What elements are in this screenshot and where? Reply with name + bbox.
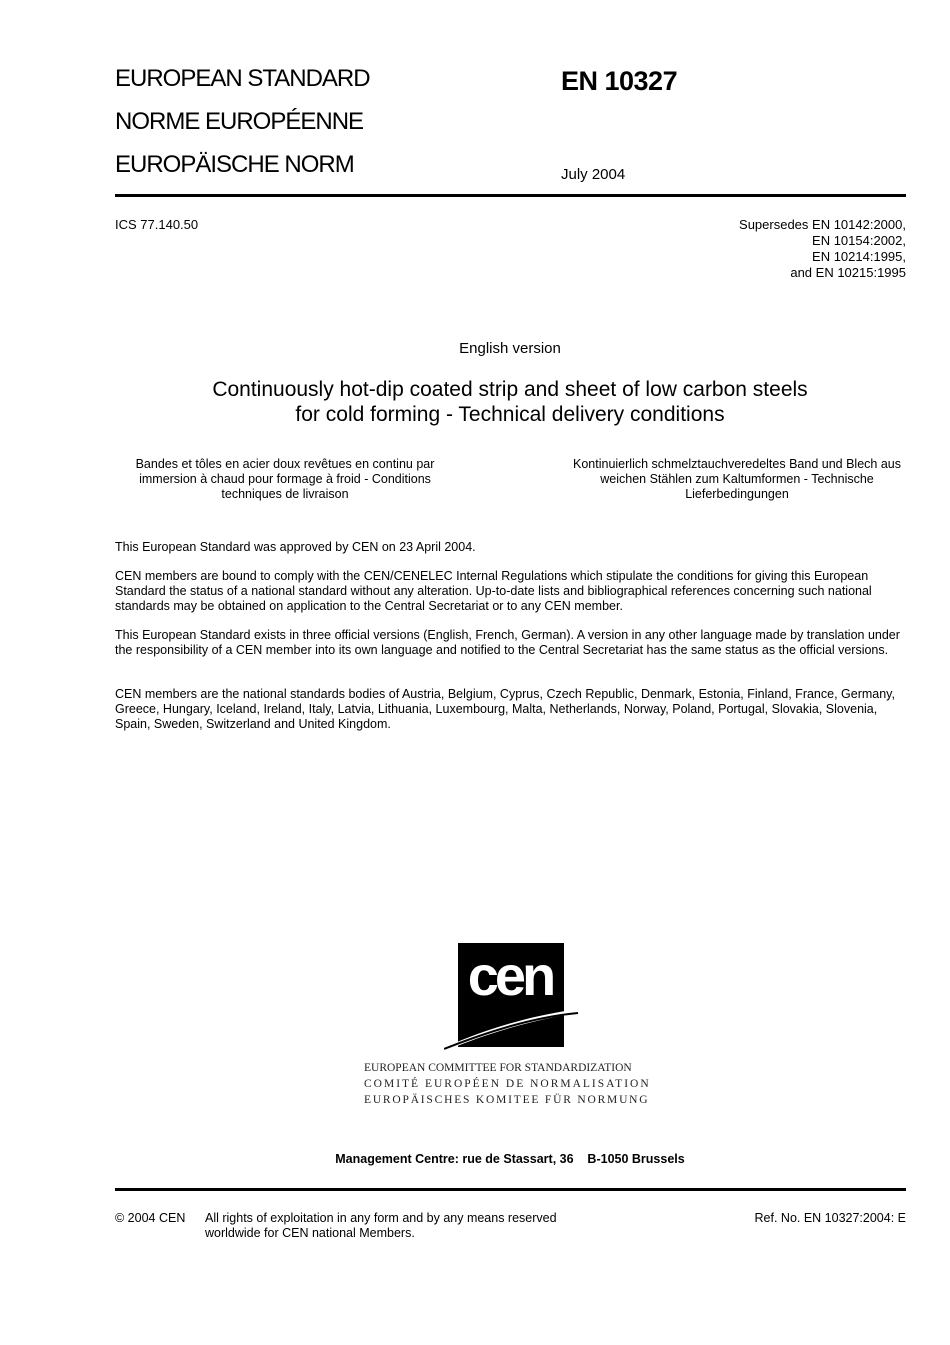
reference-number: Ref. No. EN 10327:2004: E	[754, 1211, 906, 1225]
german-title-line: weichen Stählen zum Kaltumformen - Technische	[600, 472, 874, 486]
management-centre: Management Centre: rue de Stassart, 36 B-1050 Brussels	[335, 1152, 685, 1166]
french-title	[115, 457, 455, 502]
org-name-german: EUROPÄISCHES KOMITEE FÜR NORMUNG	[364, 1094, 650, 1106]
compliance-paragraph: CEN members are bound to comply with the CEN/CENELEC Internal Regulations which stipulate the conditions for giving this European Standard the status of a national standard without any alteration. Up-to-date lists and bibliographical references concerning such national standards may be obtained on application to the Central Secretariat or to any CEN member.	[115, 569, 872, 613]
document-title	[0, 377, 950, 427]
rights-line: All rights of exploitation in any form and by any means reserved	[205, 1211, 557, 1225]
footer-divider	[115, 1188, 906, 1191]
title-french: NORME EUROPÉENNE	[115, 108, 364, 135]
standard-number: EN 10327	[561, 66, 678, 96]
document-title-line: for cold forming - Technical delivery conditions	[295, 403, 725, 426]
french-title-line: immersion à chaud pour formage à froid - Conditions	[139, 472, 431, 486]
org-name-french: COMITÉ EUROPÉEN DE NORMALISATION	[364, 1078, 651, 1090]
supersedes-block	[739, 217, 906, 281]
versions-paragraph: This European Standard exists in three official versions (English, French, German). A version in any other language made by translation under the responsibility of a CEN member into its own language and notified to the Central Secretariat has the same status as the official versions.	[115, 628, 900, 657]
approval-paragraph: This European Standard was approved by CEN on 23 April 2004.	[115, 540, 476, 554]
cen-logo	[444, 943, 580, 1056]
french-title-line: Bandes et tôles en acier doux revêtues en continu par	[135, 457, 435, 471]
cen-logo-icon	[444, 943, 580, 1051]
title-english: EUROPEAN STANDARD	[115, 65, 370, 92]
supersedes-line: EN 10214:1995,	[812, 249, 906, 264]
french-title-line: techniques de livraison	[221, 487, 349, 501]
publication-date: July 2004	[561, 166, 626, 183]
ics-code: ICS 77.140.50	[115, 217, 199, 232]
supersedes-line: and EN 10215:1995	[790, 265, 906, 280]
cen-logo-text: cen	[467, 944, 553, 1007]
german-title-line: Kontinuierlich schmelztauchveredeltes Band und Blech aus	[573, 457, 901, 471]
document-title-line: Continuously hot-dip coated strip and sheet of low carbon steels	[212, 378, 808, 401]
language-version: English version	[459, 340, 561, 357]
rights-statement	[205, 1211, 605, 1241]
german-title-line: Lieferbedingungen	[685, 487, 789, 501]
rights-line: worldwide for CEN national Members.	[205, 1226, 415, 1240]
header-divider	[115, 194, 906, 197]
german-title	[563, 457, 911, 502]
supersedes-line: Supersedes EN 10142:2000,	[739, 217, 906, 232]
title-german: EUROPÄISCHE NORM	[115, 151, 354, 178]
org-name-english: EUROPEAN COMMITTEE FOR STANDARDIZATION	[364, 1062, 632, 1074]
supersedes-line: EN 10154:2002,	[812, 233, 906, 248]
copyright: © 2004 CEN	[115, 1211, 186, 1225]
members-paragraph: CEN members are the national standards bodies of Austria, Belgium, Cyprus, Czech Republic, Denmark, Estonia, Finland, France, Germany, Greece, Hungary, Iceland, Ireland, Italy, Latvia, Lithuania, Luxembourg, Malta, Netherlands, Norway, Poland, Portugal, Slovakia, Slovenia, Spain, Sweden, Switzerland and United Kingdom.	[115, 687, 895, 731]
